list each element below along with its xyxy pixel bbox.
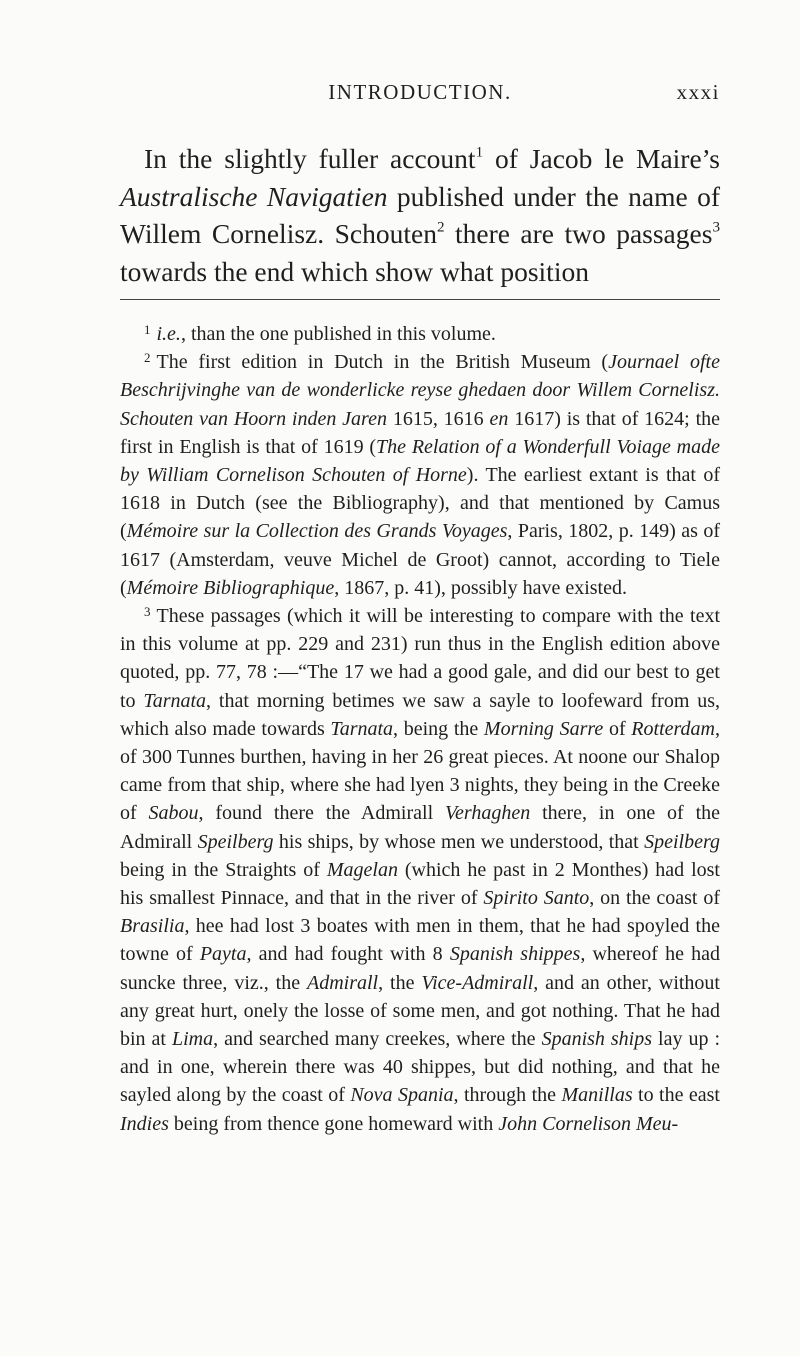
footnote-text: These passages (which it will be interesting to compare with the text in this volume at pp. 229 and 231) run thus in the English edition above quoted, pp. 77, 78 :—“The 17 we had a good gale, and did our best to get to Tarnata, that morning betimes we saw a sayle to loofeward from us, which also made towards Tarnata, being the Morning Sarre of Rotterdam, of 300 Tunnes burthen, having in her 26 great pieces. At noone our Shalop came from that ship, where she had lyen 3 nights, they being in the Creeke of Sabou, found there the Admirall Verhaghen there, in one of the Admirall Speilberg his ships, by whose men we understood, that Speilberg being in the Straights of Magelan (which he past in 2 Monthes) had lost his smallest Pinnace, and that in the river of Spirito Santo, on the coast of Brasilia, hee had lost 3 boates with men in them, that he had spoyled the towne of Payta, and had fought with 8 Spanish shippes, whereof he had suncke three, viz., the Admirall, the Vice-Admirall, and an other, without any great hurt, onely the losse of some men, and got nothing. That he had bin at Lima, and searched many creekes, where the Spanish ships lay up : and in one, wherein there was 40 shippes, but did nothing, and that he sayled along by the coast of Nova Spania, through the Manillas to the east Indies being from thence gone homeward with John Cornelison Meu- <box>120 605 721 1135</box>
footnote-marker: 3 <box>144 603 151 619</box>
footnote-2 <box>120 348 720 602</box>
running-title: INTRODUCTION. <box>328 80 512 104</box>
footnote-text: i.e., than the one published in this volume. <box>156 323 496 345</box>
footnotes <box>120 320 720 1138</box>
footnote-divider <box>120 299 720 300</box>
footnote-text: The first edition in Dutch in the British Museum (Journael ofte Beschrijvinghe van de wonderlicke reyse ghedaen door Willem Cornelisz. Schouten van Hoorn inden Jaren 1615, 1616 en 1617) is that of 1624; the first in English is that of 1619 (The Relation of a Wonderfull Voiage made by William Cornelison Schouten of Horne). The earliest extant is that of 1618 in Dutch (see the Bibliography), and that mentioned by Camus (Mémoire sur la Collection des Grands Voyages, Paris, 1802, p. 149) as of 1617 (Amsterdam, veuve Michel de Groot) cannot, according to Tiele (Mémoire Bibliographique, 1867, p. 41), possibly have existed. <box>120 351 721 599</box>
page-number: xxxi <box>676 80 720 104</box>
footnote-1 <box>120 320 720 348</box>
footnote-marker: 2 <box>144 349 151 365</box>
footnote-marker: 1 <box>144 321 151 337</box>
main-text <box>120 140 720 290</box>
running-header <box>120 80 720 110</box>
footnote-3 <box>120 602 720 1138</box>
body-paragraph: In the slightly fuller account$^1$ of Jacob le Maire’s Australische Navigatien published under the name of Willem Cornelisz. Schouten$^2$ there are two passages$^3$ towards the end which show what position <box>120 143 721 287</box>
